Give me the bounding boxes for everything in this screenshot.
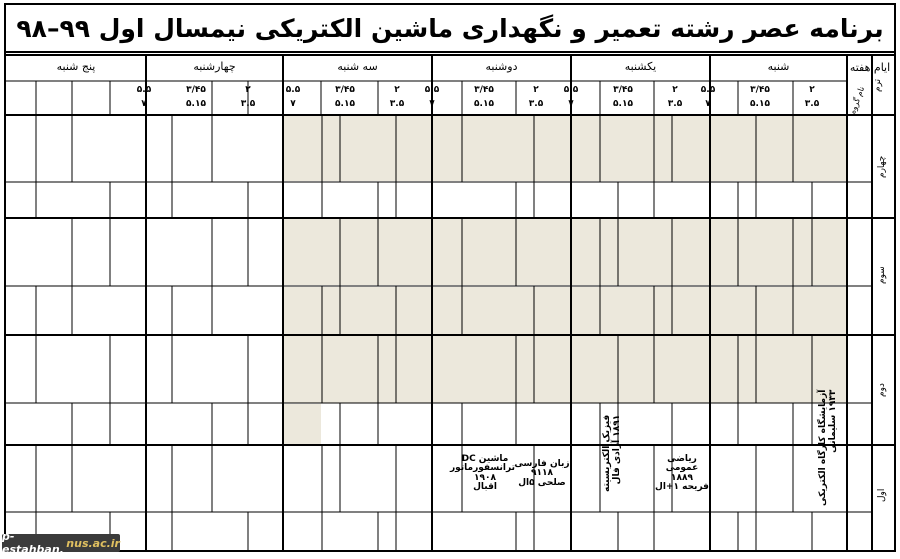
term-label-3: سوم: [877, 266, 887, 284]
header-corner-label: ایام هفته: [849, 61, 891, 74]
term-label-4: چهارم: [877, 155, 887, 178]
course-persian: زبان فارسی ۹۱۱۸ صلحی ۵ال: [514, 459, 570, 488]
shaded-cell: [283, 336, 847, 403]
course-math: ریاضی عمومی ۱۸۸۹ فریحه ۱+ال: [655, 454, 709, 493]
slot-start-1-0: ۲: [672, 85, 678, 95]
site-watermark: p-estahban. nus.ac.ir: [2, 530, 120, 556]
shaded-cell: [283, 404, 321, 444]
slot-end-0-0: ۳.۵: [804, 99, 820, 109]
shaded-cell: [283, 219, 847, 285]
slot-start-4-1: ۳/۴۵: [186, 85, 206, 95]
term-label-2: دوم: [877, 383, 887, 397]
slot-start-4-0: ۲: [245, 85, 251, 95]
slot-start-3-1: ۳/۴۵: [335, 85, 355, 95]
slot-end-1-0: ۳.۵: [667, 99, 683, 109]
slot-start-4-2: ۵.۵: [136, 85, 152, 95]
slot-end-2-1: ۵.۱۵: [474, 99, 494, 109]
day-header-3: سه شنبه: [337, 60, 378, 73]
slot-start-3-2: ۵.۵: [285, 85, 301, 95]
slot-start-1-1: ۳/۴۵: [613, 85, 633, 95]
term-header-label: ترم: [873, 78, 883, 92]
slot-start-2-2: ۵.۵: [424, 85, 440, 95]
slot-end-0-2: ۷: [705, 99, 711, 109]
course-dc-machine: ماشین DC ترانسفورماتور ۱۹۰۸ اقبال: [449, 454, 515, 493]
slot-end-2-0: ۳.۵: [528, 99, 544, 109]
day-header-0: شنبه: [767, 60, 790, 73]
slot-end-1-1: ۵.۱۵: [613, 99, 633, 109]
slot-start-0-1: ۳/۴۵: [750, 85, 770, 95]
slot-end-4-2: ۷: [141, 99, 147, 109]
slot-start-3-0: ۲: [394, 85, 400, 95]
slot-end-4-0: ۳.۵: [240, 99, 256, 109]
course-physics: فیزیک الکتریسیته ۱۸۹۱ آزادی فال: [602, 414, 622, 492]
slot-end-3-0: ۳.۵: [389, 99, 405, 109]
day-header-4: چهارشنبه: [193, 60, 236, 73]
slot-start-1-2: ۵.۵: [563, 85, 579, 95]
slot-end-1-2: ۷: [568, 99, 574, 109]
slot-end-3-2: ۷: [290, 99, 296, 109]
slot-start-0-2: ۵.۵: [700, 85, 716, 95]
slot-end-0-1: ۵.۱۵: [750, 99, 770, 109]
shaded-cell: [283, 287, 847, 335]
day-header-5: پنج شنبه: [56, 60, 96, 73]
page-title: برنامه عصر رشته تعمیر و نگهداری ماشین الکتریکی نیمسال اول ۹۹–۹۸: [6, 5, 894, 53]
slot-start-2-0: ۲: [533, 85, 539, 95]
slot-start-2-1: ۳/۴۵: [474, 85, 494, 95]
shaded-cell: [283, 116, 847, 181]
slot-end-3-1: ۵.۱۵: [335, 99, 355, 109]
slot-end-4-1: ۵.۱۵: [186, 99, 206, 109]
day-header-1: یکشنبه: [624, 60, 657, 73]
slot-start-0-0: ۲: [809, 85, 815, 95]
term-label-1: اول: [877, 488, 887, 502]
course-lab-electric: آزمایشگاه کارگاه الکتریکی ۱۹۳۳ سلیمانی: [818, 389, 838, 506]
group-header-label: نام گروه: [848, 85, 867, 116]
slot-end-2-2: ۷: [429, 99, 435, 109]
day-header-2: دوشنبه: [485, 60, 518, 73]
